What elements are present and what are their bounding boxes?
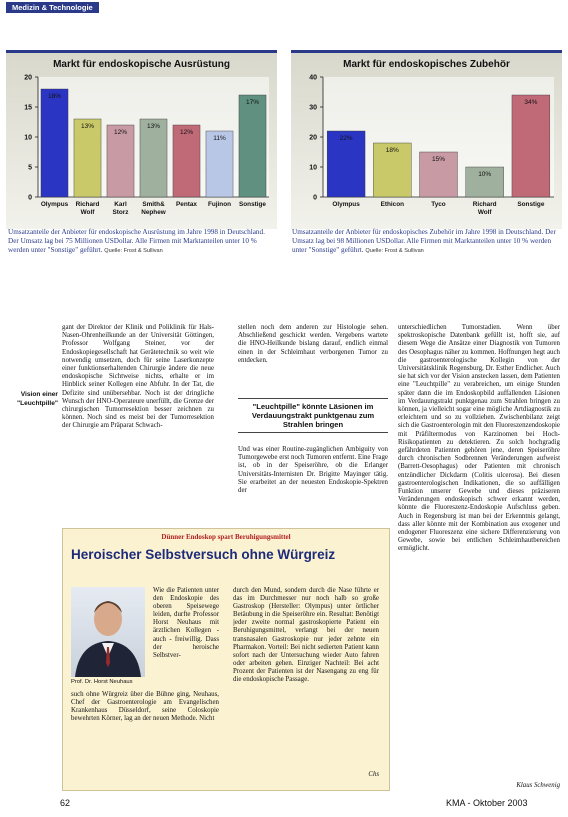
x-tick-label: Sonstige (517, 201, 545, 208)
data-label: 11% (213, 135, 226, 142)
paragraph: Und was einer Routine-zugänglichen Ambiguity von Tumorgewebe erst noch Tumoren entfernt. Eine Frage ist, ob in der Speiseröhre, ob die Erlanger Universitäts-Internisten Dr. Brigitte Mayinger tätig. Sie erarbeitet an der neuesten Endoskopie-Spektren der (238, 446, 388, 495)
data-label: 12% (179, 129, 194, 136)
y-tick-label: 40 (309, 74, 317, 82)
caption-left (8, 228, 276, 256)
caption-source: Quelle: Frost & Sullivan (104, 248, 163, 254)
pull-quote: "Leuchtpille" könnte Läsionen im Verdauungstrakt punktgenau zum Strahlen bringen (238, 398, 388, 433)
paragraph: unterschiedlichen Tumorstadien. Wenn über spektroskopische Datenbank gefüllt ist, hofft sie, auf diesem Wege die Ansätze einer Diagnostik von Tumoren des Oesophagus näher zu kommen. Hoffnungen hegt auch die gastroenterologische Kollegin von der Universitätsklinik Regensburg, Dr. Esther Endlicher. Auch sie hat sich vor der Vision anstecken lassen, dem Patienten eine "Leuchtpille" zu verabreichen, um einige Stunden später dann die im Endoskopbild auffallenden Läsionen im Verdauungstrakt punktgenau zum Strahlen bringen zu können, ja vielleicht sogar eine mögliche Artdiagnostik zu erleichtern und so zu vollziehen. Zwischenbilanz zeigt sich die Gastroenterologin mit den Fluoreszenzendoskopie mit Präfiltermodus von Karzinomen bei Hoch-Risikopatienten zu detektieren. Zu solch hochgradig gefährdeten Patienten gehören jene, deren Speiseröhre durch chronischen Sodbrennen Veränderungen aufweist (Barrett-Oesophagus) oder Patienten mit chronisch entzündlicher Dickdarm (Colitis ulcerosa). Bei diesen gastroenterologischen Indikationen, die so auffälligen Funktion unserer Gewebe und dieses präziseren Veränderungen endoskopisch schwer erkannt werden, könnte die Fluoreszenz-Endoskopie Aufschluss geben. Auch in Regensburg ist man bei der Erkenntnis gelangt, dass aller könnte mit der Kombination aus exogener und endogener Fluoreszenz eine sichere Differenzierung von Gewebe, sowie bei entlichen Schleimhautbereichen ermöglicht. (398, 324, 560, 553)
box-text-right-of-photo (153, 587, 219, 699)
data-label: 18% (47, 93, 62, 100)
x-tick-label: Fujinon (207, 201, 232, 208)
y-tick-label: 20 (309, 134, 317, 142)
box-signature: Chs (368, 771, 379, 778)
article-column-3 (398, 324, 560, 779)
margin-note: Vision einer "Leuchtpille" (16, 391, 58, 407)
photo-caption: Prof. Dr. Horst Neuhaus (71, 679, 133, 685)
portrait-image (71, 587, 145, 677)
chart-accessories (291, 50, 562, 229)
chart-accessories-svg (291, 71, 562, 229)
paragraph: gant der Direktor der Klinik und Poliklinik für Hals-Nasen-Ohrenheilkunde an der Universität Göttingen, Professor Wolfgang Steiner, vor der Endoskopiegesellschaft hat Gerätetechnik so weit wie notwendig umsetzen, doch für seine Laserkonzepte einer funktionserhaltenden Chirurgie ändere die neue endoskopische Sichtweise nichts, erhalte er im Hinblick seiner Kollegen eine Abfuhr. In der Tat, die Defizite sind unübersehbar. Noch ist der dringliche Wunsch der HNO-Operateure unerfüllt, die Grenze der chirurgischen Tumorresektion besser zeichnen zu können. Noch sind es meist bei der Tumorresektion der Chirurgie am Präparat Schwach- (62, 324, 214, 430)
bar (239, 95, 266, 197)
data-label: 12% (113, 129, 128, 136)
box-kicker: Dünner Endoskop spart Beruhigungsmittel (161, 533, 291, 541)
y-tick-label: 15 (24, 104, 32, 112)
box-text-below-photo (71, 691, 219, 763)
x-tick-label: Tyco (431, 201, 446, 208)
data-label: 17% (245, 99, 260, 106)
bar (140, 119, 167, 197)
data-label: 13% (80, 123, 95, 130)
x-tick-label: Olympus (332, 201, 360, 208)
box-text-column-2 (233, 587, 379, 761)
x-tick-label: Olympus (40, 201, 69, 208)
paragraph: stellen noch dem anderen zur Histologie sehen. Abschließend geschickt werden. Vergebens wartete die HNO-Heilkunde bislang darauf, endlich einmal einen in der Schleimhaut verborgenen Tumor zu entdecken. (238, 324, 388, 364)
x-tick-label: Richard (472, 201, 497, 208)
x-tick-label: Storz (112, 209, 129, 216)
data-label: 22% (339, 135, 353, 142)
article-column-2-top (238, 324, 388, 398)
x-tick-label: Nephew (141, 209, 166, 216)
x-tick-label: Wolf (477, 209, 492, 216)
chart-title: Markt für endoskopisches Zubehör (343, 59, 510, 70)
author-signature: Klaus Schwenig (516, 782, 560, 789)
chart-equipment-svg (6, 71, 277, 229)
bar (74, 119, 101, 197)
article-column-1 (62, 324, 214, 520)
y-tick-label: 0 (28, 194, 32, 202)
chart-equipment (6, 50, 277, 229)
box-headline: Heroischer Selbstversuch ohne Würgreiz (71, 547, 336, 562)
x-tick-label: Wolf (80, 209, 95, 216)
chart-title: Markt für endoskopische Ausrüstung (53, 59, 230, 70)
caption-right (292, 228, 560, 256)
paragraph: durch den Mund, sondern durch die Nase führte er das im Durchmesser nur noch halb so große Gastroskop (Hersteller: Olympus) unter örtlicher Betäubung in die Speiseröhre ein. Resultat: Benötigt jeder zweite normal gastroskopierte Patient ein Beruhigungsmittel, verlangt bei der neuen transnasalen Gastroskopie nur jeder zehnte ein Pharmakon. Vorteil: Bei nicht sedierten Patient kann sofort nach der Untersuchung wieder Auto fahren oder arbeiten gehen. Einziger Nachteil: Bei acht Prozent der Patienten ist der Nasengang zu eng für die endoskopische Passage. (233, 587, 379, 684)
x-tick-label: Pentax (176, 201, 197, 208)
y-tick-label: 5 (28, 164, 32, 172)
page-number: 62 (60, 798, 71, 808)
portrait-photo (71, 587, 145, 677)
data-label: 10% (478, 171, 492, 178)
data-label: 18% (385, 147, 399, 154)
bar (512, 95, 550, 197)
caption-text: Umsatzanteile der Anbieter für endoskopisches Zubehör im Jahre 1998 in Deutschland. Der Umsatz lag bei 98 Millionen USDollar. Alle Firmen mit Marktanteilen unter 10 % werden unter "Sonstige" geführt. (292, 228, 556, 254)
y-tick-label: 20 (24, 74, 32, 82)
paragraph: such ohne Würgreiz über die Bühne ging, Neuhaus, Chef der Gastroenterologie am Evangelischen Krankenhaus Düsseldorf, seine Coloskopie bewehrten Körner, lag an der neuen Methode. Nicht (71, 691, 219, 723)
data-label: 13% (146, 123, 161, 130)
magazine-issue: KMA - Oktober 2003 (446, 798, 528, 808)
x-tick-label: Smith& (142, 201, 165, 208)
article-column-2-bottom (238, 446, 388, 524)
caption-text: Umsatzanteile der Anbieter für endoskopische Ausrüstung im Jahre 1998 in Deutschland. Der Umsatz lag bei 75 Millionen USDollar. Alle Firmen mit Marktanteilen unter 10 % werden unter "Sonstige" geführt. (8, 228, 265, 254)
x-tick-label: Richard (75, 201, 100, 208)
y-tick-label: 0 (313, 194, 317, 202)
section-tag: Medizin & Technologie (6, 2, 99, 13)
data-label: 34% (524, 99, 538, 106)
y-tick-label: 10 (309, 164, 317, 172)
data-label: 15% (431, 156, 446, 163)
paragraph: Wie die Patienten unter den Endoskopie des oberen Speisewege leiden, durfte Professor Horst Neuhaus mit ärztlichen Kollegen - auch - freiwillig. Dass der heroische Selbstver- (153, 587, 219, 659)
y-tick-label: 10 (24, 134, 32, 142)
x-tick-label: Karl (114, 201, 127, 208)
sidebar-box (62, 528, 390, 791)
bar (41, 89, 68, 197)
x-tick-label: Ethicon (380, 201, 405, 208)
y-tick-label: 30 (309, 104, 317, 112)
caption-source: Quelle: Frost & Sullivan (365, 248, 424, 254)
x-tick-label: Sonstige (239, 201, 266, 208)
